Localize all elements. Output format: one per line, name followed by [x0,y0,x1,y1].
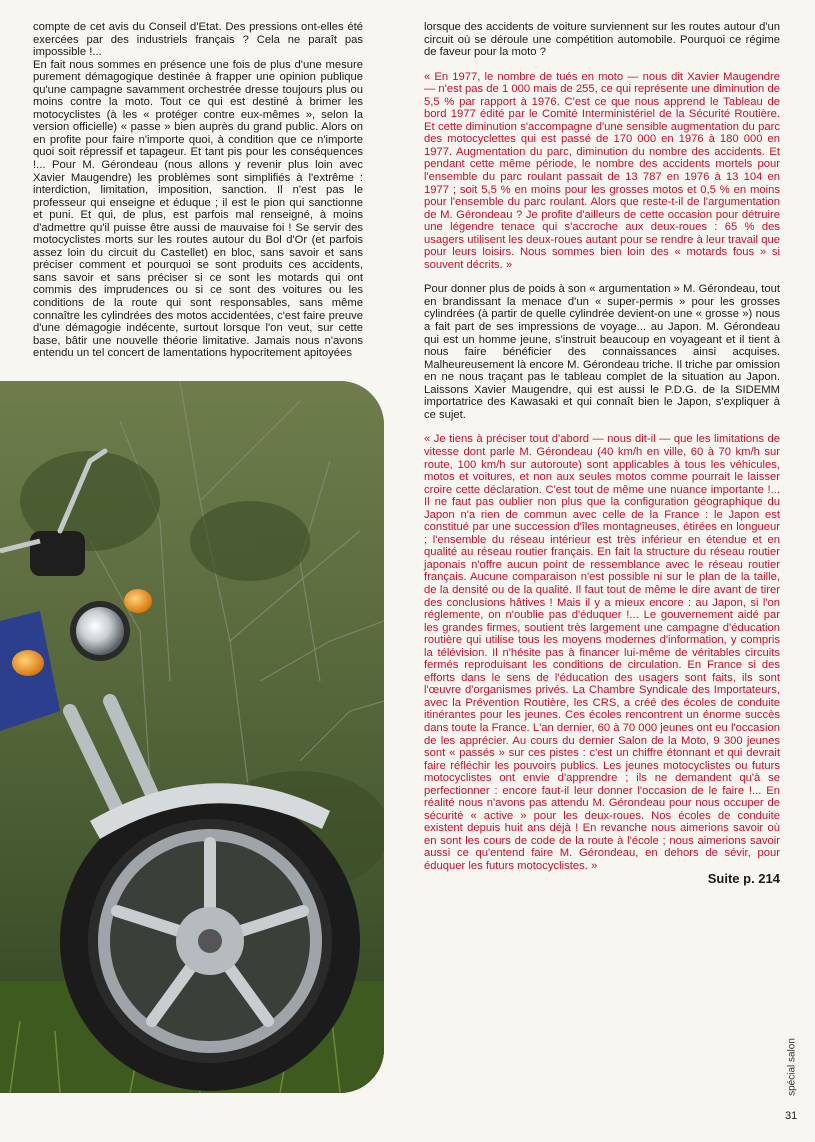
motorcycle-photo [0,381,384,1093]
left-text-column [33,21,363,360]
continuation-note: Suite p. 214 [707,870,780,886]
paragraph-demagogie: En fait nous sommes en présence une fois de plus d'une mesure purement démagogique destinée à frapper une opinion publique qu'une campagne savamment orchestrée dresse toujours plus ou moins contre la moto. Tout ce qui est destiné à brimer les motocyclistes (à les « protéger contre eux-mêmes », selon la version officielle) « passe » bien auprès du grand public. Alors on en profite pour faire n'importe quoi, à condition que ce n'importe quoi soit répressif et tapageur. Et tant pis pour les conséquences !... Pour M. Gérondeau (nous allons y revenir plus loin avec Xavier Maugendre) les problèmes sont simplifiés à l'extrême : interdiction, limitation, imposition, sanction. Il n'est pas le professeur qui enseigne et éduque ; il est le pion qui sanctionne et puni. Et qui, de plus, est parfois mal renseigné, à moins d'admettre qu'il puisse être aussi de mauvaise foi ! Se servir des motocyclistes morts sur les routes autour du Bol d'Or (et parfois assez loin du circuit du Castellet) en bloc, sans savoir et sans préciser comment et pourquoi se sont produits ces accidents, sans savoir et sans préciser si ce sont les motards qui ont commis des imprudences ou si ce sont des voitures ou les conditions de la route qui sont responsables, sans même connaître les cylindrées des motos accidentées, c'est faire preuve d'une démagogie indécente, surtout lorsque l'on veut, sur cette base, bâtir une nouvelle théorie limitative. Jamais nous n'avons entendu un tel concert de lamentations hypocritement apitoyées [33,58,363,360]
right-text-column [424,21,780,885]
paragraph-continued: lorsque des accidents de voiture surviennent sur les routes autour d'un circuit où se déroule une compétition automobile. Pourquoi ce régime de faveur pour la moto ? [424,21,780,59]
section-side-label [782,1032,802,1102]
page-number: 31 [785,1110,798,1122]
quote-japan: « Je tiens à préciser tout d'abord — nous dit-il — que les limitations de vitesse dont parle M. Gérondeau (40 km/h en ville, 60 à 70 km/h sur route, 100 km/h sur autoroute) sont applicables à tous les véhicules, motos et voitures, et non aux seules motos comme pourrait le laisser croire cette déclaration. C'est tout de même une nuance importante !... Il ne faut pas oublier non plus que la configuration géographique du Japon n'a rien de commun avec celle de la France : le Japon est constitué par une succession d'îles montagneuses, étirées en longueur ; l'ensemble du réseau intérieur est très inférieur en étendue et en qualité au réseau routier français. En fait la structure du réseau routier japonais n'offre aucun point de ressemblance avec le réseau routier français. Aucune comparaison n'est possible ni sur le plan de la taille, de la densité ou de la qualité. Il faut tout de même le dire avant de tirer des conclusions hâtives ! Mais il y a mieux encore : au Japon, si l'on réglemente, on n'oublie pas d'éduquer !... Le gouvernement aidé par les grandes firmes, soutient très largement une campagne d'éducation routière qui utilise tous les moyens modernes d'information, y compris la télévision. Il n'hésite pas à financer lui-même de véritables circuits fermés reproduisant les conditions de circulation. En France si des efforts dans le sens de l'éducation des usagers sont faits, ils sont l'œuvre d'organismes privés. La Chambre Syndicale des Importateurs, avec la Prévention Routière, les CRS, a créé des écoles de conduite itinérantes pour les jeunes. Ces écoles rencontrent un énorme succès dans toute la France. L'an dernier, 60 à 70 000 jeunes ont eu l'occasion de les apprécier. Au cours du dernier Salon de la Moto, 9 300 jeunes sont « passés » sur ces pistes : c'est un chiffre étonnant et qui devrait faire réfléchir les pouvoirs publics. Les jeunes motocyclistes ou futurs motocyclistes ont envie d'apprendre ; ils ne demandent qu'à se perfectionner : encore faut-il leur donner l'occasion de le faire !... En réalité nous n'avons pas attendu M. Gérondeau pour nous occuper de sécurité « active » pour les deux-roues. Nos écoles de conduite existent depuis huit ans déjà ! En revanche nous aimerions savoir où en sont les cours de code de la route à l'école ; nous aimerions savoir aussi ce qu'entend faire M. Gérondeau, en dehors de sévir, pour éduquer les futurs motocyclistes. » [424,433,780,872]
paragraph-intro: compte de cet avis du Conseil d'Etat. Des pressions ont-elles été exercées par des industriels français ? Cela ne paraît pas impossible !... [33,21,363,59]
quote-statistics: « En 1977, le nombre de tués en moto — nous dit Xavier Maugendre — n'est pas de 1 000 mais de 255, ce qui représente une diminution de 5,5 % par rapport à 1976. C'est ce que nous apprend le Tableau de bord 1977 édité par le Comité Interministériel de la Sécurité Routière. Et cette diminution s'accompagne d'une sensible augmentation du parc des motocyclettes qui est passé de 170 000 en 1976 à 180 000 en 1977. Augmentation du parc, diminution du nombre des accidents. Et pendant cette même période, le nombre des accidents mortels pour l'ensemble du parc roulant passait de 13 787 en 1976 à 13 104 en 1977 ; soit 5,5 % en moins pour les grosses motos et 0,5 % en moins pour l'ensemble du parc roulant. Alors que reste-t-il de l'argumentation de M. Gérondeau ? Je profite d'ailleurs de cette occasion pour détruire une légendre tenace qui s'accroche aux deux-roues : 65 % des usagers utilisent les deux-roues autant pour se rendre à leur travail que pour leurs loisirs. Nous sommes bien loin des « motards fous » si souvent décrits. » [424,70,780,271]
side-label-text: spécial salon [786,1038,798,1096]
paragraph-japan-intro: Pour donner plus de poids à son « argumentation » M. Gérondeau, tout en brandissant la menace d'un « super-permis » pour les grosses cylindrées (à partir de quelle cylindrée devient-on une « grosse ») nous a fait part de ses impressions de voyage... au Japon. M. Gérondeau qui est un homme jeune, s'instruit beaucoup en voyageant et il tient à nous faire bénéficier des connaissances ainsi acquises. Malheureusement là encore M. Gérondeau triche. Il triche par omission en ne nous traçant pas le tableau complet de la situation au Japon. Laissons Xavier Maugendre, qui est aussi le P.D.G. de la SIDEMM importatrice des Kawasaki et qui connaît bien le Japon, s'expliquer à ce sujet. [424,283,780,421]
